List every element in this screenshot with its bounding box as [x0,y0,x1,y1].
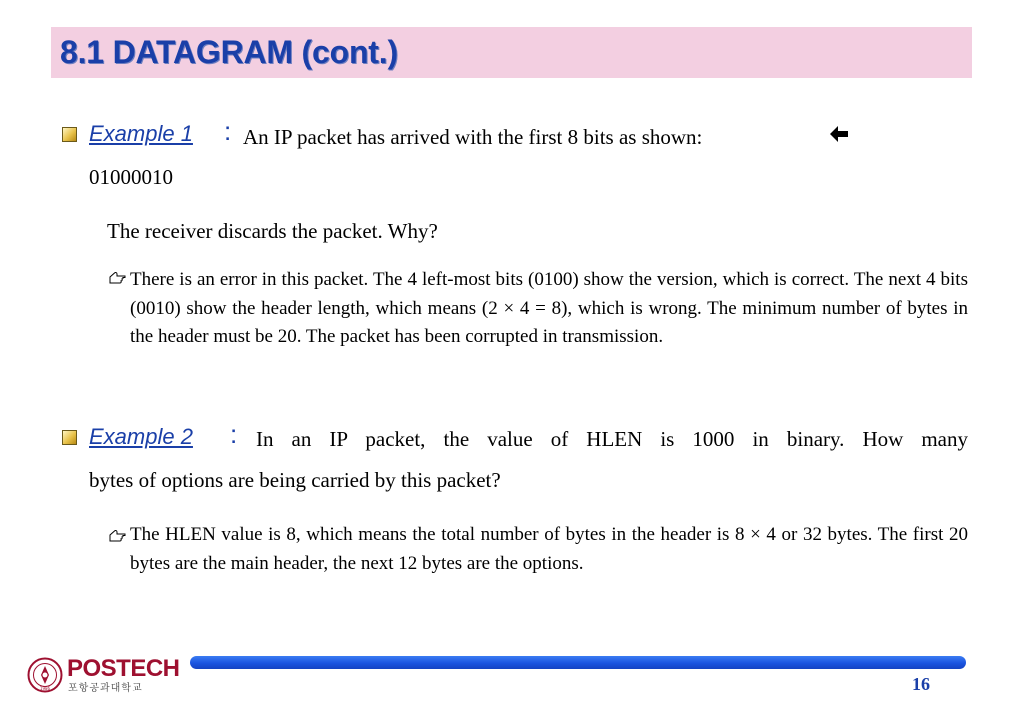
checkbox-bullet-icon [62,127,77,142]
arrow-left-icon [829,125,849,143]
logo-subtext: 포항공과대학교 [68,683,143,694]
pointing-hand-icon [108,529,126,543]
checkbox-bullet-icon [62,430,77,445]
example2-answer: The HLEN value is 8, which means the total number of bytes in the header is 8 × 4 or 32 bytes. The first 20 bytes are the main header, the next 12 bytes are the options. [130,524,968,574]
title-bar [51,27,972,78]
example2-colon: : [230,419,238,449]
example1-label: Example 1 [89,121,193,146]
logo-text: POSTECH [67,655,180,682]
postech-logo [27,655,180,697]
seal-year: 1986 [39,686,51,691]
footer-bar [190,656,966,669]
example1-colon: : [224,116,232,146]
example1-question: The receiver discards the packet. Why? [107,219,438,243]
example1-answer: There is an error in this packet. The 4 left-most bits (0100) show the version, which is correct. The next 4 bits (0010) show the header length, which means (2 × 4 = 8), which is wrong. The minimum number of bytes in the header must be 20. The packet has been corrupted in transmission. [130,269,968,347]
example2-label: Example 2 [89,424,193,449]
pointing-hand-icon [108,271,126,285]
example1-bits: 01000010 [89,165,173,189]
slide-title: 8.1 DATAGRAM (cont.) [60,34,398,70]
postech-seal-icon [27,657,63,693]
example2-lead: In an IP packet, the value of HLEN is 1000 in binary. How many [256,427,968,451]
page-number: 16 [912,674,930,694]
example2-lead-cont: bytes of options are being carried by this packet? [89,468,501,492]
example1-lead: An IP packet has arrived with the first 8 bits as shown: [243,125,703,149]
